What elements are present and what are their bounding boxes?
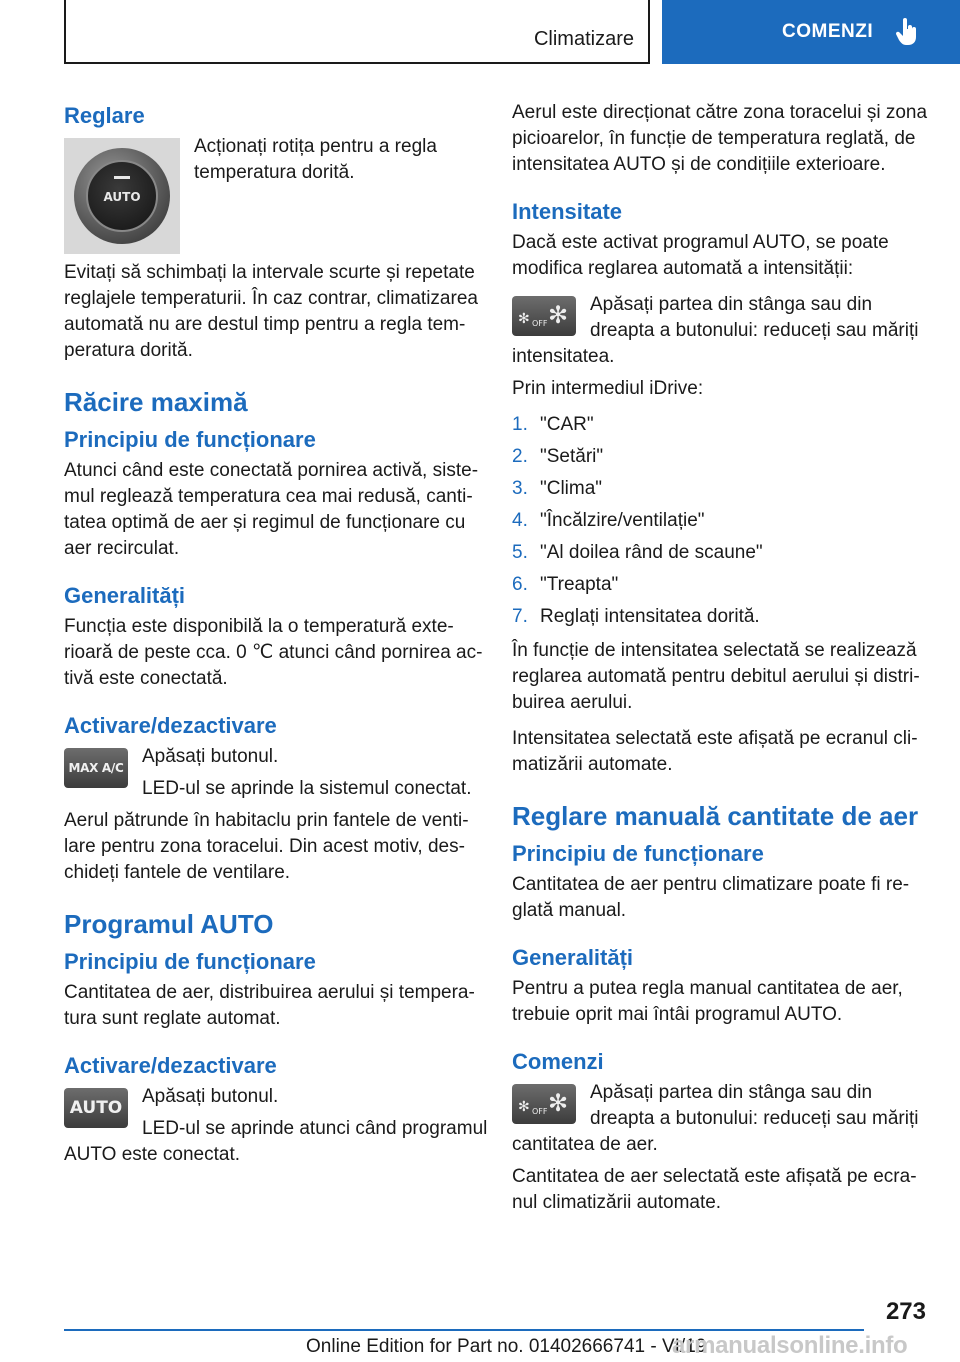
footer-divider <box>64 1329 864 1331</box>
heading-racire-principiu: Principiu de funcționare <box>64 427 316 452</box>
fan-button-image <box>512 296 576 336</box>
tab-comenzi-label: COMENZI <box>782 21 874 42</box>
auto-principiu-text: Cantitatea de aer, distribuirea aerului și temperatura sunt reglate automat. <box>64 982 475 1029</box>
heading-intensitate: Intensitate <box>512 199 623 224</box>
header-section-box <box>64 0 650 64</box>
list-item: 6. "Treapta" <box>512 574 619 595</box>
reglare-note: Evitați să schimbați la intervale scurte și repetate reglajele temperaturii. În caz contrar, climatizarea automată nu are destul timp pentru a regla temperatura dorită. <box>64 262 478 361</box>
intensitate-text: Dacă este activat programul AUTO, se poate modifica reglarea automată a intensității: <box>512 232 889 279</box>
intensitate-press-text: Apăsați partea din stânga sau din dreapta a butonului: reduceți sau măriți intensitatea. <box>512 294 919 367</box>
fan-small-icon: ✻ <box>518 310 530 326</box>
racire-led-text: LED-ul se aprinde la sistemul conectat. <box>142 778 472 799</box>
manual-generalitati-text: Pentru a putea regla manual cantitatea de aer, trebuie oprit mai întâi programul AUTO. <box>512 978 903 1025</box>
intensitate-figure-row <box>512 292 932 376</box>
racire-principiu-text: Atunci când este conectată pornirea activă, sistemul reglează temperatura cea mai redusă, cantitatea optimă de aer și regimul de funcționare cu aer recirculat. <box>64 460 479 559</box>
racire-generalitati-text: Funcția este disponibilă la o temperatură exterioară de peste cca. 0 ℃ atunci când pornirea activă este conectată. <box>64 616 483 689</box>
auto-led-text: LED-ul se aprinde atunci când programul AUTO este conectat. <box>64 1118 488 1165</box>
auto-press-text: Apăsați butonul. <box>142 1086 279 1107</box>
comenzi-press-text: Apăsați partea din stânga sau din dreapta a butonului: reduceți sau măriți cantitatea de aer. <box>512 1082 919 1155</box>
aer-directionat-text: Aerul este direcționat către zona toracelui și zona picioarelor, în funcție de temperatura reglată, de intensitatea AUTO și de condițiile exterioare. <box>512 102 928 175</box>
racire-press-text: Apăsați butonul. <box>142 746 279 767</box>
footer-edition: Online Edition for Part no. 01402666741 - VI/19 <box>306 1336 707 1357</box>
idrive-steps-list <box>512 412 932 630</box>
reglare-instruction: Acționați rotița pentru a regla temperatura dorită. <box>194 136 437 183</box>
fan-small-icon: ✻ <box>518 1098 530 1114</box>
knob-auto-label: AUTO <box>103 190 141 204</box>
heading-manual-generalitati: Generalități <box>512 945 634 970</box>
max-ac-button-image: MAX A/C <box>64 748 128 788</box>
auto-button-image: AUTO <box>64 1088 128 1128</box>
page-number: 273 <box>885 1298 926 1325</box>
right-column <box>512 100 932 1226</box>
manual-principiu-text: Cantitatea de aer pentru climatizare poate fi reglată manual. <box>512 874 910 921</box>
hand-pointer-icon <box>895 18 919 46</box>
list-item: 7. Reglați intensitatea dorită. <box>512 606 760 627</box>
heading-racire-generalitati: Generalități <box>64 583 186 608</box>
knob-minus-mark <box>114 176 130 179</box>
intensitate-after-text: În funcție de intensitatea selectată se realizează reglarea automată pentru debitul aerului și distribuirea aerului. <box>512 640 920 713</box>
list-item: 3. "Clima" <box>512 478 603 499</box>
fan-off-label: OFF <box>532 1107 548 1116</box>
tab-comenzi[interactable] <box>662 0 960 64</box>
fan-large-icon: ✻ <box>548 302 569 329</box>
heading-auto-activare: Activare/dezactivare <box>64 1053 277 1078</box>
idrive-intro: Prin intermediul iDrive: <box>512 378 704 399</box>
heading-reglare: Reglare <box>64 103 145 128</box>
racire-aer-text: Aerul pătrunde în habitaclu prin fantele de ventilare pentru zona toracelui. Din acest motiv, deschideți fantele de ventilare. <box>64 810 469 883</box>
heading-reglare-manuala: Reglare manuală cantitate de aer <box>512 801 919 831</box>
watermark: armanualsonline.info <box>672 1332 908 1359</box>
comenzi-figure-row <box>512 1080 932 1164</box>
auto-figure-row <box>64 1084 488 1174</box>
list-item: 4. "Încălzire/ventilație" <box>512 510 705 531</box>
list-item: 5. "Al doilea rând de scaune" <box>512 542 763 563</box>
heading-comenzi: Comenzi <box>512 1049 604 1074</box>
maxac-figure-row <box>64 744 488 808</box>
heading-racire-maxima: Răcire maximă <box>64 387 248 417</box>
reglare-figure-row <box>64 134 488 260</box>
heading-racire-activare: Activare/dezactivare <box>64 713 277 738</box>
fan-off-label: OFF <box>532 319 548 328</box>
section-title: Climatizare <box>533 28 634 50</box>
list-item: 2. "Setări" <box>512 446 604 467</box>
intensitate-afisare-text: Intensitatea selectată este afișată pe ecranul climatizării automate. <box>512 728 918 775</box>
fan-button-image <box>512 1084 576 1124</box>
heading-programul-auto: Programul AUTO <box>64 909 274 939</box>
comenzi-afisare-text: Cantitatea de aer selectată este afișată pe ecranul climatizării automate. <box>512 1166 917 1213</box>
heading-manual-principiu: Principiu de funcționare <box>512 841 764 866</box>
left-column <box>64 100 488 1174</box>
temperature-knob-image <box>64 138 180 254</box>
heading-auto-principiu: Principiu de funcționare <box>64 949 316 974</box>
fan-large-icon: ✻ <box>548 1090 569 1117</box>
list-item: 1. "CAR" <box>512 414 594 435</box>
